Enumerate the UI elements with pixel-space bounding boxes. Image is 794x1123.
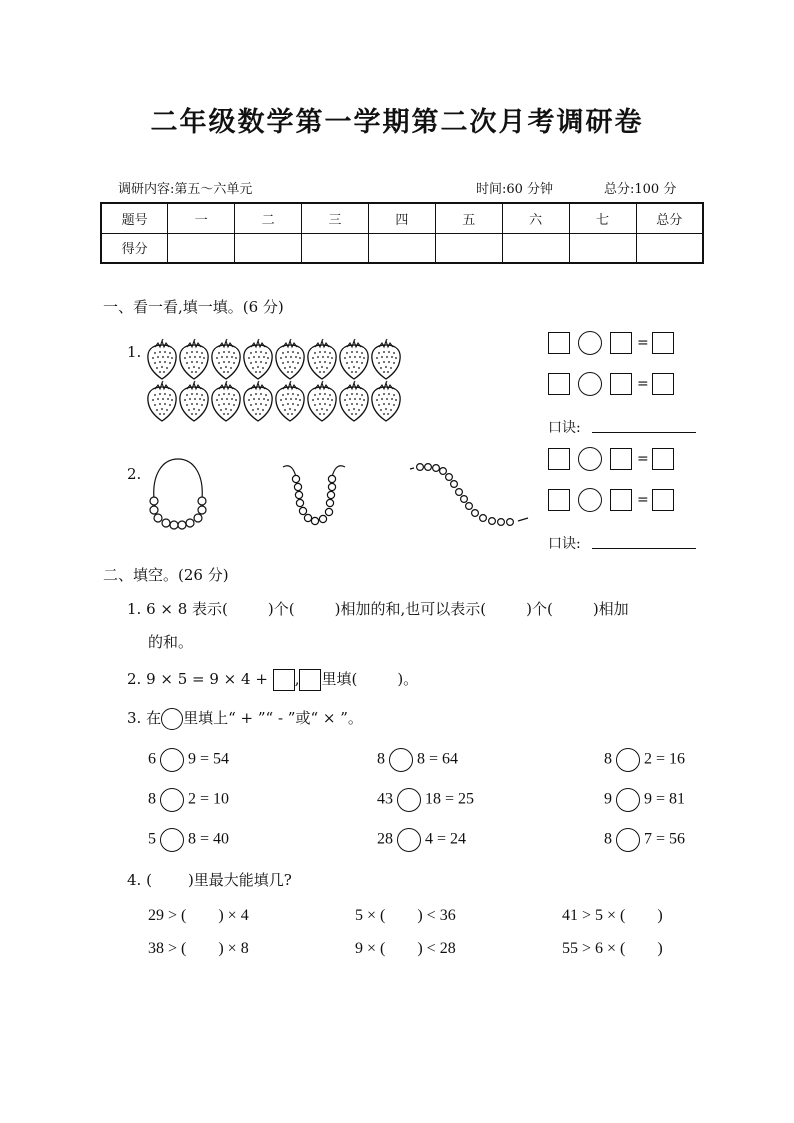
operand-left: 8: [604, 830, 612, 848]
answer-box[interactable]: [548, 332, 570, 354]
answer-box[interactable]: [652, 373, 674, 395]
kouju-answer-line[interactable]: [592, 432, 696, 433]
header-cell: 三: [302, 203, 369, 233]
header-cell: 七: [569, 203, 636, 233]
necklace-round: [150, 459, 206, 529]
section2-heading: 二、填空。(26 分): [103, 566, 229, 584]
s2-q4: [127, 869, 292, 890]
operand-left: 8: [377, 750, 385, 768]
s2-q2: [127, 668, 418, 691]
operator-circle[interactable]: [397, 828, 421, 852]
operand-right: 2 = 10: [188, 790, 230, 808]
score-cell[interactable]: [502, 233, 569, 263]
q3-item: [604, 828, 685, 852]
score-cell[interactable]: [636, 233, 703, 263]
score-cell[interactable]: [435, 233, 502, 263]
header-cell: 二: [235, 203, 302, 233]
header-cell: 五: [435, 203, 502, 233]
answer-box[interactable]: [273, 669, 295, 691]
strawberry-row-top: [148, 339, 400, 379]
page-title: 二年级数学第一学期第二次月考调研卷: [150, 107, 644, 138]
operand-right: 9 = 54: [188, 750, 230, 768]
q3-item: [148, 828, 229, 852]
operand-left: 43: [377, 790, 393, 808]
exam-total: 总分:100 分: [604, 182, 677, 197]
equals-sign: =: [637, 492, 649, 508]
header-cell: 四: [369, 203, 436, 233]
operator-circle[interactable]: [578, 447, 602, 471]
kouju-answer-line[interactable]: [592, 548, 696, 549]
answer-box[interactable]: [548, 448, 570, 470]
score-table: [100, 202, 704, 264]
operand-right: 9 = 81: [644, 790, 686, 808]
q4-item[interactable]: 9 × ( ) < 28: [355, 940, 456, 957]
score-table-header-row: [101, 203, 703, 233]
q4-item[interactable]: 41 > 5 × ( ): [562, 907, 663, 924]
operand-right: 8 = 64: [417, 750, 459, 768]
operator-circle[interactable]: [616, 828, 640, 852]
answer-box[interactable]: [610, 373, 632, 395]
operand-left: 8: [148, 790, 156, 808]
kouju-label: 口诀:: [548, 420, 581, 436]
q2-text-d: )。: [397, 670, 419, 688]
q1-text-b: )个(: [267, 600, 295, 618]
operand-right: 18 = 25: [425, 790, 475, 808]
q3-item: [604, 788, 685, 812]
exam-scope: 调研内容:第五～六单元: [118, 182, 253, 197]
score-cell[interactable]: [235, 233, 302, 263]
score-cell[interactable]: [168, 233, 235, 263]
operand-right: 7 = 56: [644, 830, 686, 848]
q1-text-e: )相加: [592, 600, 629, 618]
q1-text-c: )相加的和,也可以表示(: [334, 600, 487, 618]
s1-q2-label: 2.: [127, 465, 142, 483]
header-cell: 六: [502, 203, 569, 233]
operator-circle[interactable]: [578, 331, 602, 355]
q3-item: [377, 748, 458, 772]
answer-box[interactable]: [610, 448, 632, 470]
s2-q3: [127, 707, 363, 730]
header-cell: 题号: [101, 203, 168, 233]
operator-circle[interactable]: [389, 748, 413, 772]
score-table-score-row: [101, 233, 703, 263]
equals-sign: =: [637, 376, 649, 392]
operator-circle[interactable]: [578, 372, 602, 396]
q4-text-a: 4. (: [127, 871, 152, 889]
operand-left: 28: [377, 830, 393, 848]
operator-circle[interactable]: [397, 788, 421, 812]
answer-box[interactable]: [548, 489, 570, 511]
operand-right: 4 = 24: [425, 830, 467, 848]
operand-left: 8: [604, 750, 612, 768]
operator-circle[interactable]: [578, 488, 602, 512]
score-cell[interactable]: [569, 233, 636, 263]
s1-q1-label: 1.: [127, 343, 142, 361]
q3-text-a: 3. 在: [127, 709, 162, 727]
operator-circle-reference: [161, 708, 183, 730]
equals-sign: =: [637, 335, 649, 351]
answer-box-reference: [299, 669, 321, 691]
answer-box[interactable]: [610, 489, 632, 511]
strawberries-illustration: [144, 337, 412, 423]
operand-left: 6: [148, 750, 156, 768]
necklace-wave: [410, 464, 528, 526]
score-cell[interactable]: [302, 233, 369, 263]
q3-item: [377, 828, 466, 852]
strawberry-row-bottom: [148, 381, 400, 421]
bead-necklaces-illustration: [140, 455, 530, 535]
q4-item[interactable]: 5 × ( ) < 36: [355, 907, 456, 924]
operand-left: 9: [604, 790, 612, 808]
answer-box[interactable]: [548, 373, 570, 395]
operand-right: 2 = 16: [644, 750, 686, 768]
operator-circle[interactable]: [160, 828, 184, 852]
operand-left: 5: [148, 830, 156, 848]
operator-circle[interactable]: [160, 748, 184, 772]
q2-text-a: 2. 9 × 5 = 9 × 4 +: [127, 670, 268, 688]
q3-text-b: 里填上“ + ”“ - ”或“ × ”。: [183, 709, 363, 727]
answer-box[interactable]: [610, 332, 632, 354]
exam-time: 时间:60 分钟: [476, 182, 554, 197]
s2-q1: [127, 598, 629, 619]
kouju-label: 口诀:: [548, 536, 581, 552]
score-cell[interactable]: [369, 233, 436, 263]
operator-circle[interactable]: [616, 748, 640, 772]
operand-right: 8 = 40: [188, 830, 230, 848]
header-cell: 一: [168, 203, 235, 233]
q3-item: [377, 788, 474, 812]
answer-box[interactable]: [652, 332, 674, 354]
q1-text-d: )个(: [526, 600, 553, 618]
answer-box[interactable]: [652, 489, 674, 511]
section1-heading: 一、看一看,填一填。(6 分): [103, 298, 284, 316]
header-cell: 总分: [636, 203, 703, 233]
q3-item: [148, 788, 229, 812]
score-row-label: 得分: [101, 233, 168, 263]
necklace-v: [283, 466, 345, 525]
q3-item: [604, 748, 685, 772]
q2-text-c: 里填(: [321, 670, 358, 688]
equals-sign: =: [637, 451, 649, 467]
q4-item[interactable]: 29 > ( ) × 4: [148, 907, 249, 924]
q3-item: [148, 748, 229, 772]
q4-item[interactable]: 55 > 6 × ( ): [562, 940, 663, 957]
operator-circle[interactable]: [160, 788, 184, 812]
q2-text-b: ,: [294, 670, 300, 688]
s2-q1-line2: 的和。: [148, 633, 194, 651]
operator-circle[interactable]: [616, 788, 640, 812]
answer-box[interactable]: [652, 448, 674, 470]
q4-item[interactable]: 38 > ( ) × 8: [148, 940, 249, 957]
q4-text-b: )里最大能填几?: [187, 871, 292, 889]
q1-text-a: 1. 6 × 8 表示(: [127, 600, 228, 618]
